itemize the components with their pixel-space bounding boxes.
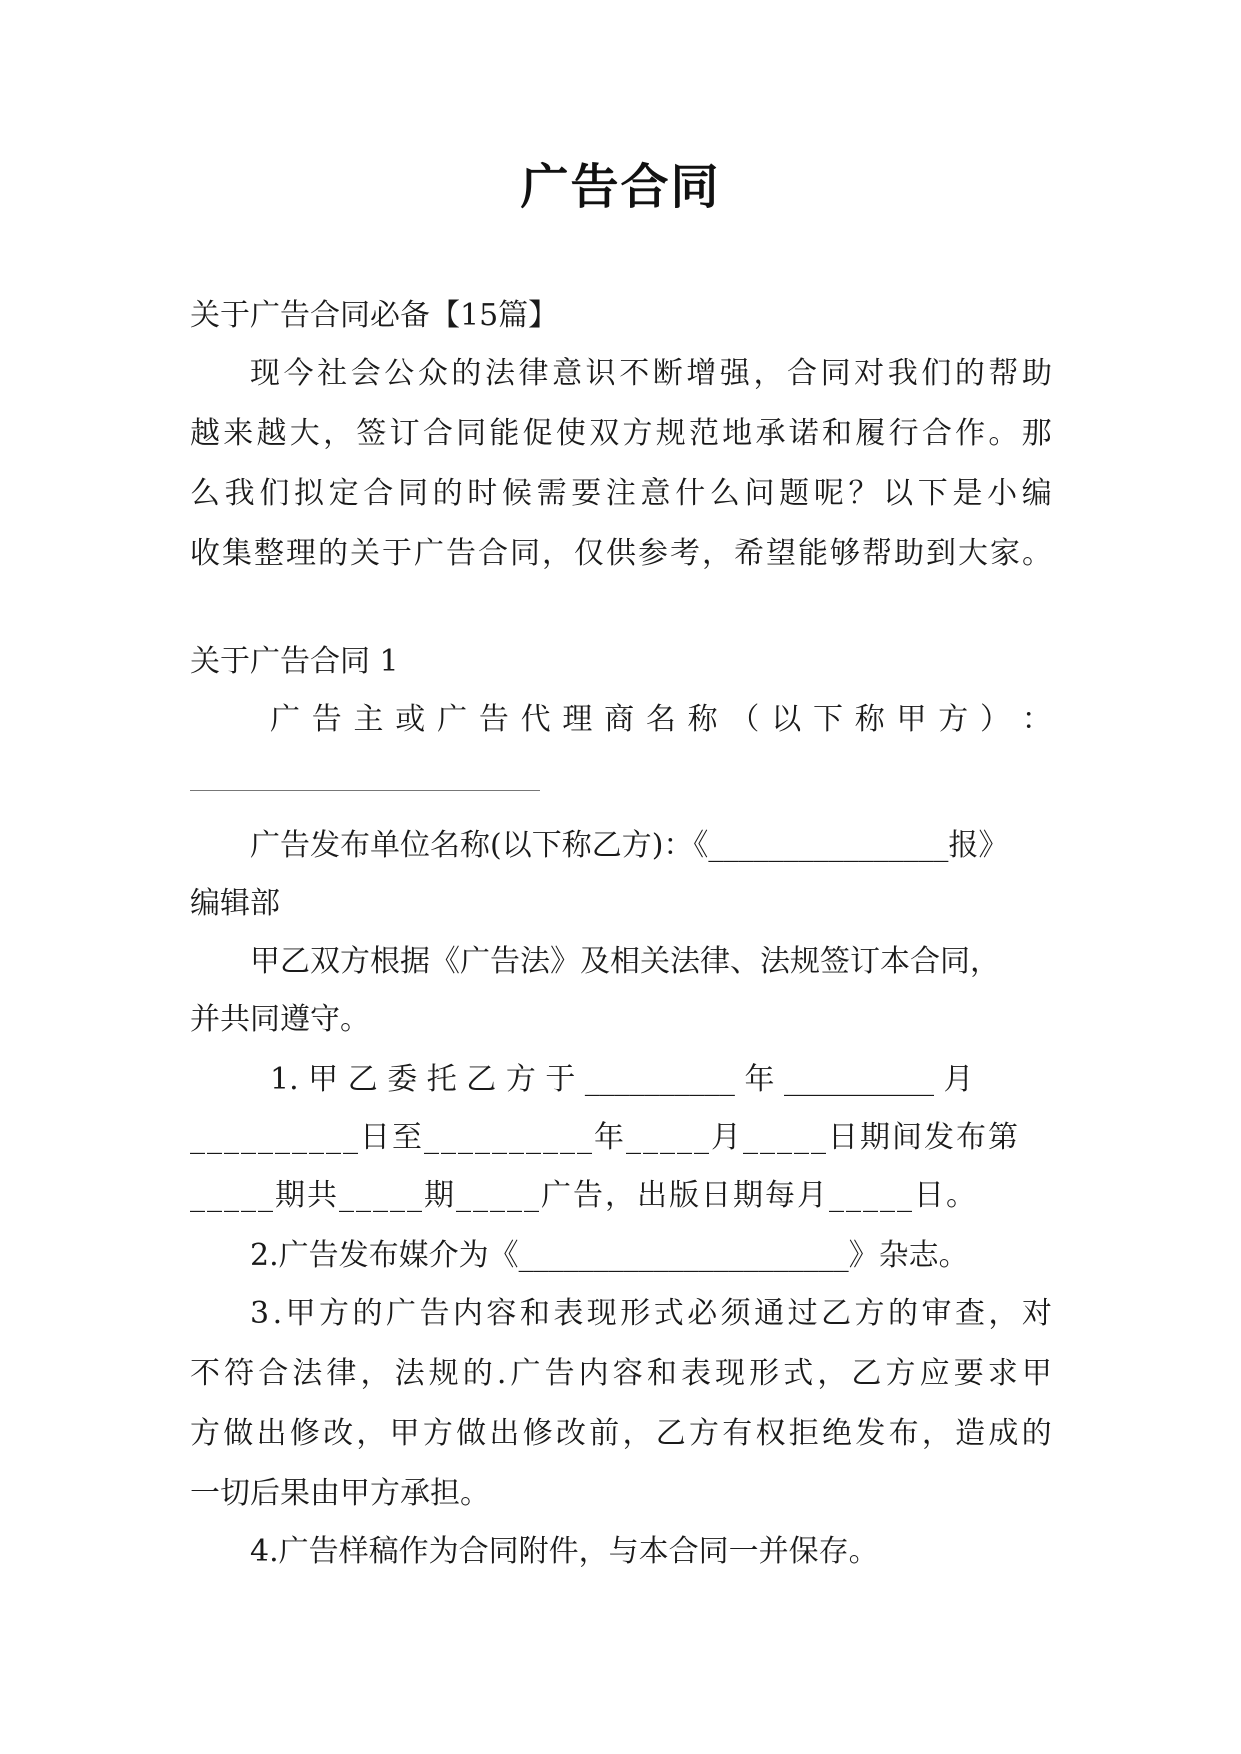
glyph: 对 [854,356,885,391]
glyph: 仅 [574,536,604,571]
glyph: 的 [432,476,463,511]
glyph: 拟 [293,476,324,511]
glyph: 法 [394,1356,425,1391]
glyph: 社 [317,356,348,391]
glyph: 拒 [788,1416,819,1451]
glyph: ？ [848,476,879,511]
clause-3-line-2 [190,1354,1052,1394]
glyph: 甲 [1021,1356,1052,1391]
glyph: 需 [536,476,567,511]
glyph: 的 [888,1296,919,1331]
glyph: ， [988,1296,1019,1331]
glyph: 甲 [896,702,927,737]
glyph: 审 [921,1296,952,1331]
glyph: 范 [688,416,719,451]
glyph: 必 [687,1296,718,1331]
glyph: 的 [451,356,482,391]
glyph: 意 [552,356,583,391]
glyph: 诺 [788,416,819,451]
glyph: 我 [887,356,918,391]
glyph: 改 [323,1416,354,1451]
glyph: 方 [622,416,653,451]
glyph: 做 [456,1416,487,1451]
glyph: 告 [419,1296,450,1331]
glyph: 越 [256,416,287,451]
glyph: 和 [822,416,853,451]
glyph: 现 [715,1356,746,1391]
glyph: 理 [562,702,593,737]
glyph: 合 [363,476,394,511]
agreement-line-2: 并共同遵守。 [190,1002,370,1037]
glyph: 前 [589,1416,620,1451]
glyph: 规 [655,416,686,451]
glyph: 同 [397,476,428,511]
glyph: 容 [612,1356,643,1391]
glyph: 表 [680,1356,711,1391]
glyph: 发 [855,1416,886,1451]
glyph: 法 [484,356,515,391]
glyph: ， [817,1356,848,1391]
glyph: 收 [190,536,220,571]
glyph: 供 [606,536,636,571]
glyph: 规 [428,1356,459,1391]
glyph: 出 [256,1416,287,1451]
glyph: 方 [319,1296,350,1331]
glyph: 帮 [988,356,1019,391]
glyph: 今 [283,356,314,391]
document-title: 广告合同 [520,159,721,215]
glyph: 不 [619,356,650,391]
glyph: 下 [812,702,843,737]
glyph: 大 [958,536,988,571]
glyph: 称 [854,702,885,737]
glyph: ， [921,1416,952,1451]
glyph: 的 [318,536,348,571]
glyph: 么 [190,476,220,511]
clause-1-line-1: 1. 甲 乙 委 托 乙 方 于 __________ 年 __________ 月 [270,1062,974,1097]
glyph: 定 [328,476,359,511]
glyph: ， [542,536,572,571]
glyph: 呢 [813,476,844,511]
glyph: 希 [734,536,764,571]
glyph: 候 [501,476,532,511]
glyph: 同 [510,536,540,571]
glyph: 商 [604,702,635,737]
intro-line-1 [250,354,1052,394]
glyph: 合 [422,416,453,451]
glyph: 能 [798,536,828,571]
glyph: 下 [917,476,948,511]
glyph: 使 [555,416,586,451]
glyph: 广 [270,702,300,737]
glyph: 大 [289,416,320,451]
glyph: 。 [988,416,1019,451]
glyph: 方 [190,1416,220,1451]
glyph: 地 [722,416,753,451]
glyph: 我 [224,476,255,511]
glyph: 整 [254,536,284,571]
glyph: 3 [250,1296,270,1331]
glyph: 告 [446,536,476,571]
clause-1-line-3: _____期共_____期_____广告，出版日期每月_____日。 [190,1178,978,1213]
glyph: 绝 [822,1416,853,1451]
glyph: 和 [646,1356,677,1391]
glyph: 律 [326,1356,357,1391]
glyph: ： [1021,702,1052,737]
section-heading: 关于广告合同 1 [190,644,399,679]
glyph: . [496,1356,507,1391]
glyph: 要 [953,1356,984,1391]
glyph: 帮 [862,536,892,571]
glyph: 乙 [821,1296,852,1331]
glyph: 方 [688,1416,719,1451]
glyph: 应 [919,1356,950,1391]
glyph: 修 [289,1416,320,1451]
glyph: 求 [987,1356,1018,1391]
glyph: 作 [955,416,986,451]
glyph: 名 [645,702,676,737]
glyph: 方 [938,702,969,737]
glyph: 是 [952,476,983,511]
glyph: 什 [675,476,706,511]
glyph: ） [980,702,1011,737]
glyph: 时 [467,476,498,511]
glyph: （ [729,702,760,737]
glyph: 到 [926,536,956,571]
clause-3-line-4: 一切后果由甲方承担。 [190,1476,490,1511]
glyph: 望 [766,536,796,571]
agreement-line-1: 甲乙双方根据《广告法》及相关法律、法规签订本合同， [250,944,1000,979]
glyph: 不 [190,1356,220,1391]
glyph: 法 [292,1356,323,1391]
glyph: 的 [462,1356,493,1391]
glyph: . [272,1296,283,1331]
glyph: 修 [522,1416,553,1451]
glyph: 理 [286,536,316,571]
clause-1-line-2: __________日至__________年_____月_____日期间发布第 [190,1120,1020,1155]
glyph: 意 [640,476,671,511]
glyph: 小 [987,476,1018,511]
glyph: 于 [382,536,412,571]
party-b-line-2: 编辑部 [190,886,280,921]
glyph: 表 [553,1296,584,1331]
glyph: 方 [854,1296,885,1331]
glyph: 对 [1021,1296,1052,1331]
glyph: 做 [223,1416,254,1451]
clause-2: 2.广告发布媒介为《______________________》杂志。 [250,1238,969,1273]
glyph: 的 [352,1296,383,1331]
glyph: 合 [921,416,952,451]
glyph: 查 [954,1296,985,1331]
glyph: 式 [653,1296,684,1331]
glyph: 能 [489,416,520,451]
glyph: 律 [518,356,549,391]
glyph: ， [622,1416,653,1451]
glyph: 合 [478,536,508,571]
glyph: ， [753,356,784,391]
glyph: 代 [520,702,551,737]
glyph: ， [323,416,354,451]
glyph: 考 [670,536,700,571]
glyph: 告 [311,702,342,737]
glyph: 容 [486,1296,517,1331]
glyph: 告 [478,702,509,737]
clause-3-line-3 [190,1414,1052,1454]
glyph: 参 [638,536,668,571]
document-subtitle: 关于广告合同必备【15篇】 [190,298,559,333]
intro-line-3 [190,474,1052,514]
glyph: 助 [1021,356,1052,391]
glyph: 强 [719,356,750,391]
glyph: 注 [605,476,636,511]
glyph: 众 [417,356,448,391]
glyph: 。 [1022,536,1052,571]
glyph: 促 [522,416,553,451]
party-a-line [270,700,1052,740]
intro-line-4 [190,534,1052,574]
glyph: 合 [787,356,817,391]
glyph: 履 [855,416,886,451]
glyph: 乙 [655,1416,686,1451]
glyph: 增 [686,356,717,391]
glyph: 越 [190,416,220,451]
glyph: 权 [755,1416,786,1451]
party-a-blank-rule [190,790,540,791]
glyph: 家 [990,536,1020,571]
glyph: 关 [350,536,380,571]
glyph: ， [356,1416,387,1451]
glyph: 形 [620,1296,651,1331]
glyph: 签 [356,416,387,451]
glyph: ， [702,536,732,571]
clause-4: 4.广告样稿作为合同附件，与本合同一并保存。 [250,1534,879,1569]
glyph: 的 [954,356,985,391]
glyph: 甲 [389,1416,420,1451]
glyph: 方 [885,1356,916,1391]
glyph: 编 [1021,476,1052,511]
glyph: 和 [519,1296,550,1331]
glyph: 布 [888,1416,919,1451]
glyph: 合 [258,1356,289,1391]
glyph: 广 [414,536,444,571]
glyph: 内 [578,1356,609,1391]
glyph: 题 [779,476,810,511]
glyph: 同 [820,356,851,391]
glyph: 会 [350,356,381,391]
glyph: 承 [755,416,786,451]
glyph: 造 [955,1416,986,1451]
glyph: 形 [749,1356,780,1391]
glyph: 或 [395,702,426,737]
glyph: 的 [1021,1416,1052,1451]
glyph: ， [360,1356,391,1391]
glyph: 断 [652,356,683,391]
glyph: 告 [544,1356,575,1391]
glyph: 要 [571,476,602,511]
glyph: 问 [744,476,775,511]
glyph: 们 [259,476,290,511]
glyph: 集 [222,536,252,571]
glyph: 乙 [851,1356,882,1391]
glyph: 那 [1021,416,1052,451]
glyph: 识 [585,356,616,391]
glyph: 广 [437,702,468,737]
glyph: 须 [720,1296,751,1331]
glyph: 以 [771,702,802,737]
glyph: 式 [783,1356,814,1391]
glyph: 现 [250,356,280,391]
glyph: 助 [894,536,924,571]
glyph: 广 [385,1296,416,1331]
glyph: 么 [709,476,740,511]
clause-3-line-1 [250,1294,1052,1334]
glyph: 够 [830,536,860,571]
glyph: 同 [456,416,487,451]
glyph: 改 [555,1416,586,1451]
glyph: 符 [224,1356,255,1391]
glyph: 以 [883,476,914,511]
glyph: 有 [722,1416,753,1451]
glyph: 订 [389,416,420,451]
intro-line-2 [190,414,1052,454]
glyph: 主 [353,702,384,737]
glyph: 成 [988,1416,1019,1451]
glyph: 行 [888,416,919,451]
glyph: 方 [422,1416,453,1451]
glyph: 广 [510,1356,541,1391]
glyph: 过 [787,1296,818,1331]
glyph: 出 [489,1416,520,1451]
glyph: 来 [223,416,254,451]
glyph: 甲 [285,1296,316,1331]
glyph: 现 [586,1296,617,1331]
party-b-line-1: 广告发布单位名称(以下称乙方)：《________________报》 [250,828,1009,863]
glyph: 们 [921,356,952,391]
glyph: 称 [687,702,718,737]
glyph: 双 [589,416,620,451]
glyph: 内 [452,1296,483,1331]
glyph: 通 [754,1296,785,1331]
glyph: 公 [384,356,415,391]
